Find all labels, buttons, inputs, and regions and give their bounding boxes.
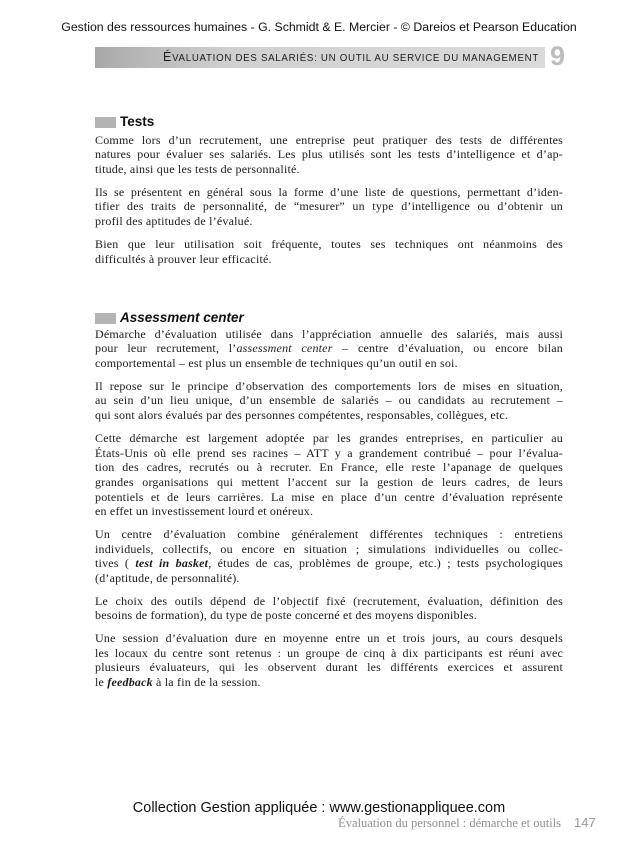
text-line: Bien que leur utilisation soit fréquente, toutes ses techniques ont néanmoins des xyxy=(95,236,563,251)
text-line: les locaux du centre sont retenus : un groupe de cinq à dix participants est réuni avec xyxy=(95,645,563,660)
text-segment: le xyxy=(95,675,108,690)
section-body-assessment-center xyxy=(95,327,563,690)
text-line xyxy=(95,675,563,690)
paragraph xyxy=(95,431,563,519)
text-line: profil des aptitudes de l’évalué. xyxy=(95,214,253,229)
paragraph xyxy=(95,631,563,690)
paragraph xyxy=(95,527,563,586)
text-line: difficultés à prouver leur efficacité. xyxy=(95,251,272,266)
text-line: (d’aptitude, de personnalité). xyxy=(95,571,240,585)
emphasis-term: test in basket xyxy=(135,556,209,571)
section-title: Tests xyxy=(120,114,155,129)
text-line: Comme lors d’un recrutement, une entreprise peut pratiquer des tests de différentes xyxy=(95,132,563,147)
text-segment: – centre d’évaluation, ou encore bilan xyxy=(332,341,563,356)
text-segment: à la fin de la session. xyxy=(152,675,261,690)
chapter-header-bar xyxy=(95,47,545,68)
text-segment: , études de cas, problèmes de groupe, etc.) ; tests psychologiques xyxy=(208,556,563,571)
section-heading-tests xyxy=(95,114,395,130)
text-line: tifier des traits de personnalité, de “mesurer” un type d’intelligence ou d’obtenir un xyxy=(95,199,563,214)
text-line: plusieurs évaluateurs, qui les observent durant les différents exercices et assurent xyxy=(95,660,563,675)
text-line: natures pour évaluer ses salariés. Les plus utilisés sont les tests d’intelligence et d’ap- xyxy=(95,147,563,162)
text-segment: tives ( xyxy=(95,556,136,571)
text-line: au sein d’un lieu unique, d’un ensemble de salariés – ou candidats au recrutement – xyxy=(95,393,563,408)
text-line: grandes organisations qui mettent l’accent sur la gestion de leurs cadres, de leurs xyxy=(95,474,563,489)
text-line: en effet un investissement lourd et onéreux. xyxy=(95,504,314,519)
paragraph xyxy=(95,133,563,177)
paragraph xyxy=(95,185,563,229)
chapter-number: 9 xyxy=(550,41,566,71)
text-line: Ils se présentent en général sous la forme d’une liste de questions, permettant d’iden- xyxy=(95,184,563,199)
section-heading-assessment-center xyxy=(95,310,395,326)
running-header: Gestion des ressources humaines - G. Schmidt & E. Mercier - © Dareios et Pearson Education xyxy=(61,20,577,34)
paragraph xyxy=(95,237,563,266)
emphasis-term: feedback xyxy=(107,675,153,690)
text-line: potentiels et de leurs carrières. La mise en place d’un centre d’évaluation représente xyxy=(95,489,563,504)
text-line: tion des cadres, recrutés ou à recruter. En France, elle reste l’apanage de quelques xyxy=(95,460,563,475)
section-title: Assessment center xyxy=(120,310,244,325)
book-title-footer: Évaluation du personnel : démarche et outils xyxy=(338,816,561,830)
emphasis-term: assessment center xyxy=(236,341,333,356)
text-line xyxy=(95,556,563,571)
section-body-tests xyxy=(95,133,563,267)
text-line: besoins de formation), du type de poste concerné et des moyens disponibles. xyxy=(95,608,477,623)
text-line: Une session d’évaluation dure en moyenne entre un et trois jours, au cours desquels xyxy=(95,631,563,646)
text-line: qui sont alors évalués par des personnes compétentes, responsables, collègues, etc. xyxy=(95,408,509,423)
text-line: Il repose sur le principe d’observation des comportements lors de mises en situation, xyxy=(95,378,563,393)
text-line: Le choix des outils dépend de l’objectif fixé (recrutement, évaluation, définition des xyxy=(95,593,563,608)
text-line: individuels, collectifs, ou encore en situation ; simulations individuelles ou collec- xyxy=(95,541,563,556)
text-line: Démarche d’évaluation utilisée dans l’appréciation annuelle des salariés, mais aussi xyxy=(95,326,563,341)
text-line: États-Unis où elle prend ses racines – ATT y a grandement contribué – pour l’évalua- xyxy=(95,445,563,460)
section-marker xyxy=(95,117,116,128)
paragraph xyxy=(95,379,563,423)
text-line: titude, ainsi que les tests de personnalité. xyxy=(95,162,300,177)
chapter-title: ÉVALUATION DES SALARIÉS: UN OUTIL AU SERVICE DU MANAGEMENT xyxy=(163,50,539,64)
text-line: comportemental – est plus un ensemble de techniques qu’un outil en soi. xyxy=(95,356,458,371)
paragraph xyxy=(95,327,563,371)
page-number: 147 xyxy=(574,815,596,830)
paragraph xyxy=(95,594,563,623)
collection-banner: Collection Gestion appliquée : www.gestionappliquee.com xyxy=(132,800,506,816)
text-line: Cette démarche est largement adoptée par les grandes entreprises, en particulier au xyxy=(95,430,563,445)
text-line xyxy=(95,341,563,356)
text-segment: pour leur recrutement, l’ xyxy=(95,341,237,356)
section-marker xyxy=(95,313,116,324)
text-line: Un centre d’évaluation combine généralement différentes techniques : entretiens xyxy=(95,526,563,541)
